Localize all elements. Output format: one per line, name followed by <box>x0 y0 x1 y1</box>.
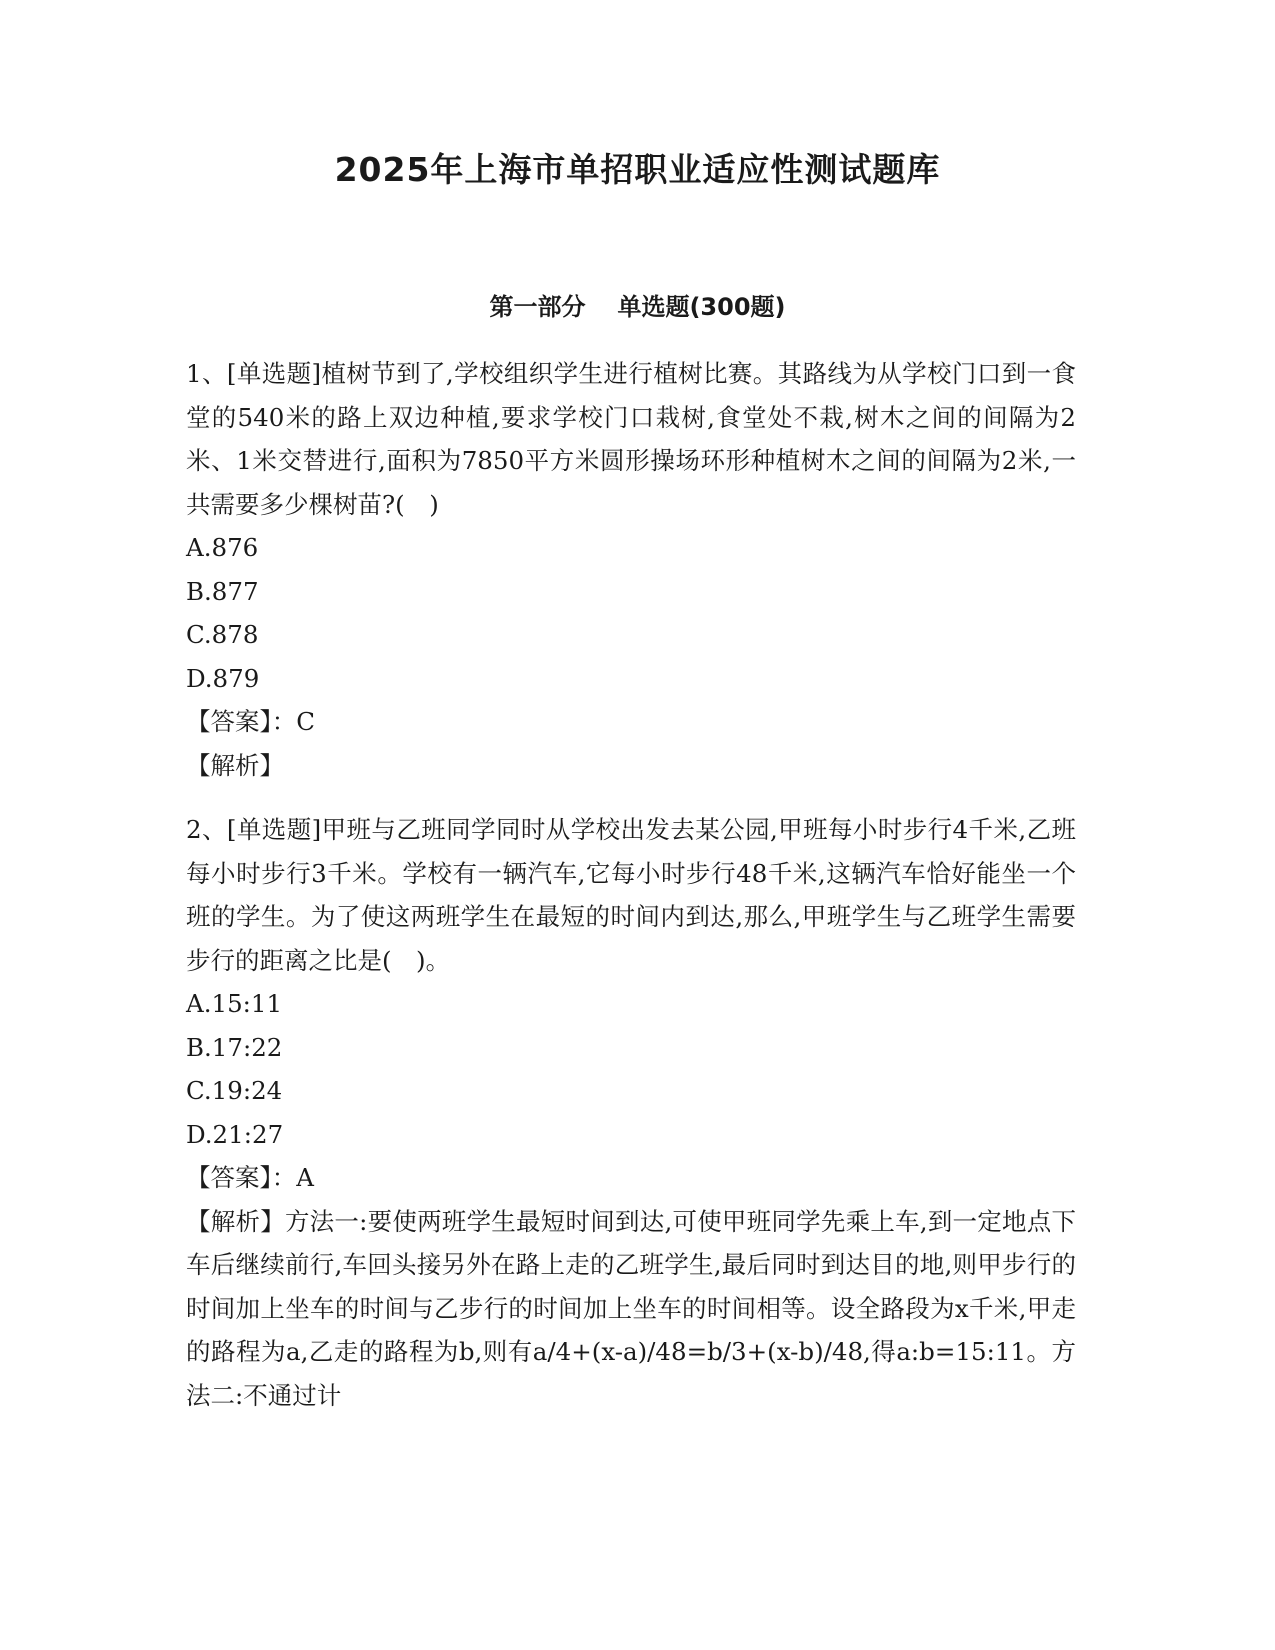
question-2 <box>186 808 1076 1417</box>
section-title <box>0 291 1275 323</box>
option-d: D.21:27 <box>186 1119 284 1149</box>
analysis-text: 方法一:要使两班学生最短时间到达,可使甲班同学先乘上车,到一定地点下车后继续前行,车回头接另外在路上走的乙班学生,最后同时到达目的地,则甲步行的时间加上坐车的时间与乙步行的时间加上坐车的时间相等。设全路段为x千米,甲走的路程为a,乙走的路程为b,则有a/4+(x-a)/48=b/3+(x-b)/48,得a:b=15:11。方法二:不通过计 <box>186 1206 1076 1410</box>
document-title: 2025年上海市单招职业适应性测试题库 <box>334 150 941 189</box>
analysis-label: 【解析】 <box>186 1206 285 1236</box>
option-a: A.876 <box>186 533 259 562</box>
analysis-label: 【解析】 <box>186 750 284 780</box>
option-b: B.17:22 <box>186 1032 283 1062</box>
question-stem: 1、[单选题]植树节到了,学校组织学生进行植树比赛。其路线为从学校门口到一食堂的540米的路上双边种植,要求学校门口栽树,食堂处不栽,树木之间的间隔为2米、1米交替进行,面积为7850平方米圆形操场环形种植树木之间的间隔为2米,一共需要多少棵树苗?( ) <box>186 359 1076 519</box>
question-1 <box>186 352 1076 787</box>
question-stem: 2、[单选题]甲班与乙班同学同时从学校出发去某公园,甲班每小时步行4千米,乙班每小时步行3千米。学校有一辆汽车,它每小时步行48千米,这辆汽车恰好能坐一个班的学生。为了使这两班学生在最短的时间内到达,那么,甲班学生与乙班学生需要步行的距离之比是( )。 <box>186 815 1076 975</box>
analysis-paragraph <box>186 1200 1076 1418</box>
section-part: 第一部分 <box>489 293 586 321</box>
option-b: B.877 <box>186 576 259 606</box>
option-c: C.19:24 <box>186 1076 283 1105</box>
answer-line: 【答案】：C <box>186 707 315 736</box>
section-name: 单选题(300题) <box>617 293 786 321</box>
option-a: A.15:11 <box>186 989 283 1018</box>
answer-line: 【答案】：A <box>186 1163 314 1192</box>
option-c: C.878 <box>186 620 259 649</box>
option-d: D.879 <box>186 663 260 693</box>
